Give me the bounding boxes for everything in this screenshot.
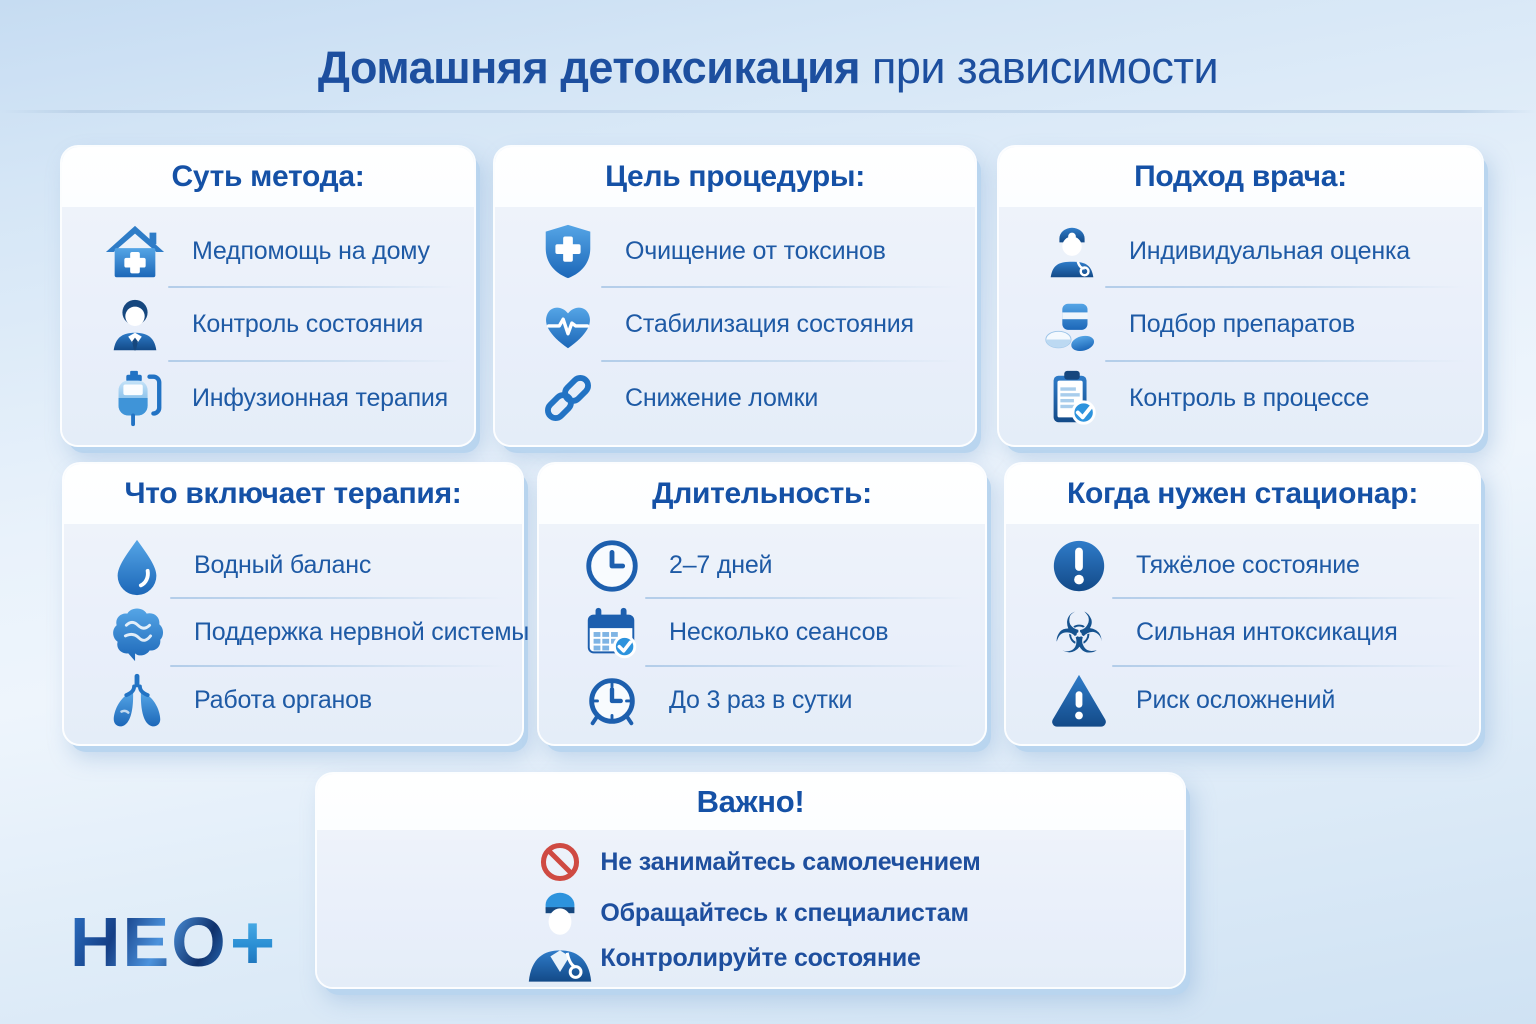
- card-item-label: Сильная интоксикация: [1136, 618, 1398, 647]
- card-body: [539, 524, 985, 744]
- card-item-label: Инфузионная терапия: [192, 383, 449, 412]
- card-item: [539, 667, 985, 734]
- card-header: [317, 774, 1184, 830]
- card-header-label: Суть метода:: [171, 160, 365, 193]
- card-item: [495, 288, 975, 361]
- card-header-label: Подход врача:: [1134, 160, 1347, 193]
- surgeon-icon: [520, 888, 600, 984]
- card-body: [317, 830, 1184, 987]
- card-header: [539, 464, 985, 524]
- important-item-group: [520, 888, 980, 984]
- important-item: [520, 836, 980, 888]
- card-item: [999, 288, 1482, 361]
- card-item-label: Очищение от токсинов: [625, 237, 886, 266]
- card-item: [64, 667, 522, 734]
- shield-cross-icon: [535, 219, 601, 285]
- logo-plus-icon: +: [229, 898, 278, 986]
- card-item-label: Стабилизация состояния: [625, 310, 914, 339]
- card-item: [62, 362, 474, 435]
- svg-text:☣: ☣: [1053, 601, 1105, 664]
- card-hospital-needed: [1004, 462, 1481, 746]
- card-item: [64, 599, 530, 666]
- card-item: [999, 362, 1482, 435]
- card-item-label: Контроль в процессе: [1129, 383, 1370, 412]
- card-item-label: Индивидуальная оценка: [1129, 237, 1410, 266]
- card-item-label: Медпомощь на дому: [192, 237, 430, 266]
- heart-pulse-icon: [535, 292, 601, 358]
- page-title-regular: при зависимости: [860, 42, 1219, 93]
- card-item: [1006, 532, 1479, 599]
- card-item: [999, 215, 1482, 288]
- important-item-label: Не занимайтесь самолечением: [600, 847, 981, 876]
- logo-text: НЕО: [70, 903, 228, 981]
- card-item-label: Работа органов: [194, 685, 372, 714]
- card-header: [1006, 464, 1479, 524]
- card-item: [495, 362, 975, 435]
- card-item: [539, 599, 985, 666]
- card-header: [495, 147, 975, 207]
- card-item: [495, 215, 975, 288]
- card-item-label: 2–7 дней: [669, 551, 773, 580]
- warning-triangle-icon: [1046, 667, 1112, 733]
- calendar-check-icon: [579, 600, 645, 666]
- card-essence: [60, 145, 476, 447]
- house-medical-icon: [102, 219, 168, 285]
- important-item-label: Контролируйте состояние: [600, 944, 921, 972]
- card-item-label: Подбор препаратов: [1129, 310, 1355, 339]
- card-item-label: Тяжёлое состояние: [1136, 551, 1360, 580]
- clock-icon: [579, 533, 645, 599]
- card-item: [62, 288, 474, 361]
- card-body: [999, 207, 1482, 445]
- card-item: [62, 215, 474, 288]
- iv-bag-icon: [102, 365, 168, 431]
- card-body: [64, 524, 530, 744]
- exclamation-circle-icon: [1046, 533, 1112, 599]
- card-header-label: Длительность:: [652, 477, 872, 510]
- card-item-label: Контроль состояния: [192, 310, 424, 339]
- card-therapy-includes: [62, 462, 530, 746]
- chain-icon: [535, 365, 601, 431]
- card-header: [999, 147, 1482, 207]
- card-body: [62, 207, 474, 445]
- card-item-label: Риск осложнений: [1136, 685, 1336, 714]
- page-title: [0, 42, 1536, 94]
- card-body: [1006, 524, 1479, 744]
- card-item: [539, 532, 985, 599]
- card-item: [1006, 599, 1479, 666]
- card-item-label: Поддержка нервной системы: [194, 618, 530, 647]
- card-doctor-approach: [997, 145, 1484, 447]
- biohazard-icon: [1046, 600, 1112, 666]
- title-divider: [0, 110, 1536, 113]
- brain-icon: [104, 600, 170, 666]
- neo-plus-logo: [70, 898, 278, 986]
- card-duration: [537, 462, 987, 746]
- alarm-clock-icon: [579, 667, 645, 733]
- card-body: [495, 207, 975, 445]
- card-header-label: Когда нужен стационар:: [1066, 477, 1419, 510]
- card-goal: [493, 145, 977, 447]
- card-header-label: Важно!: [696, 784, 805, 819]
- doctor-icon: [102, 292, 168, 358]
- card-important: [315, 772, 1186, 989]
- card-item-label: Снижение ломки: [625, 383, 819, 412]
- card-item-label: До 3 раз в сутки: [669, 685, 853, 714]
- doctor-cap-icon: [1039, 219, 1105, 285]
- page-title-bold: Домашняя детоксикация: [317, 42, 861, 93]
- card-item-label: Водный баланс: [194, 551, 372, 580]
- card-item: [1006, 667, 1479, 734]
- card-header-label: Что включает терапия:: [124, 477, 462, 510]
- card-header: [62, 147, 474, 207]
- water-drop-icon: [104, 533, 170, 599]
- card-item: [64, 532, 522, 599]
- important-item-label: Обращайтесь к специалистам: [600, 899, 969, 927]
- pills-icon: [1039, 292, 1105, 358]
- card-header-label: Цель процедуры:: [605, 160, 865, 193]
- no-sign-icon: [520, 839, 600, 885]
- card-item-label: Несколько сеансов: [669, 618, 889, 647]
- clipboard-check-icon: [1039, 365, 1105, 431]
- card-header: [64, 464, 522, 524]
- lungs-icon: [104, 667, 170, 733]
